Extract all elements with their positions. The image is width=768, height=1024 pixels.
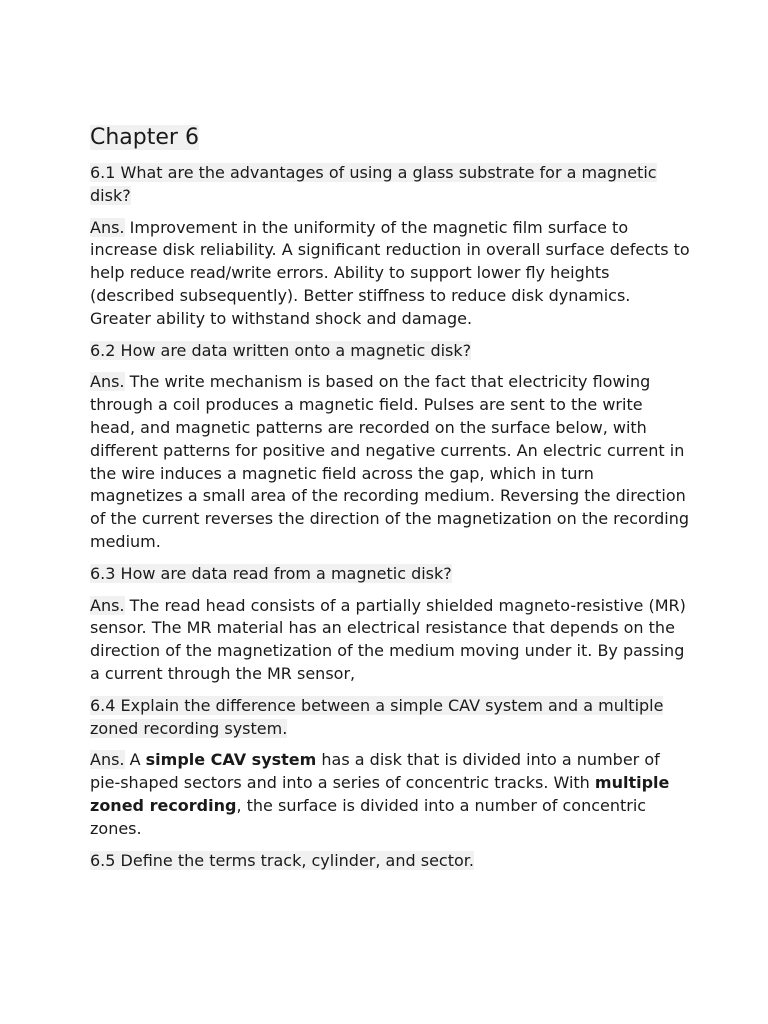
answer-label: Ans.	[90, 595, 125, 615]
question-text: 6.5 Define the terms track, cylinder, and sector.	[90, 850, 474, 870]
answer-text-part: , the surface is divided into a number of concentric zones.	[90, 795, 647, 838]
answer-label: Ans.	[90, 750, 125, 770]
document-page	[90, 122, 690, 881]
question-text: 6.2 How are data written onto a magnetic disk?	[90, 340, 472, 360]
answer-6-3	[90, 595, 690, 686]
answer-text: Improvement in the uniformity of the magnetic film surface to increase disk reliability. A significant reduction in overall surface defects to help reduce read/write errors. Ability to support lower fly heights (described subsequently). Better stiffness to reduce disk dynamics. Greater ability to withstand shock and damage.	[90, 217, 690, 328]
question-text: 6.1 What are the advantages of using a glass substrate for a magnetic disk?	[90, 163, 657, 205]
answer-text-part: A	[124, 750, 146, 770]
answer-6-4	[90, 749, 690, 840]
question-6-1	[90, 162, 690, 208]
answer-label: Ans.	[90, 217, 125, 237]
question-text: 6.4 Explain the difference between a simple CAV system and a multiple zoned recording system.	[90, 695, 664, 738]
question-6-3	[90, 563, 690, 586]
question-6-4	[90, 695, 690, 741]
bold-term-simple-cav: simple CAV system	[145, 750, 317, 770]
answer-label: Ans.	[90, 372, 125, 392]
question-6-2	[90, 340, 690, 363]
answer-6-2	[90, 371, 690, 553]
chapter-heading	[90, 122, 690, 154]
answer-text: The read head consists of a partially shielded magneto-resistive (MR) sensor. The MR material has an electrical resistance that depends on the direction of the magnetization of the medium moving under it. By passing a current through the MR sensor,	[90, 595, 686, 683]
question-text: 6.3 How are data read from a magnetic disk?	[90, 563, 452, 583]
chapter-title: Chapter 6	[90, 125, 199, 150]
answer-text: The write mechanism is based on the fact that electricity flowing through a coil produces a magnetic field. Pulses are sent to the write head, and magnetic patterns are recorded on the surface below, with different patterns for positive and negative currents. An electric current in the wire induces a magnetic field across the gap, which in turn magnetizes a small area of the recording medium. Reversing the direction of the current reverses the direction of the magnetization on the recording medium.	[90, 372, 690, 551]
answer-text-part: has a disk that is divided into a number of pie-shaped sectors and into a series of concentric tracks. With	[90, 750, 660, 793]
question-6-5	[90, 850, 690, 873]
answer-6-1	[90, 217, 690, 331]
bold-term-multiple-zoned: multiple zoned recording	[90, 773, 670, 815]
